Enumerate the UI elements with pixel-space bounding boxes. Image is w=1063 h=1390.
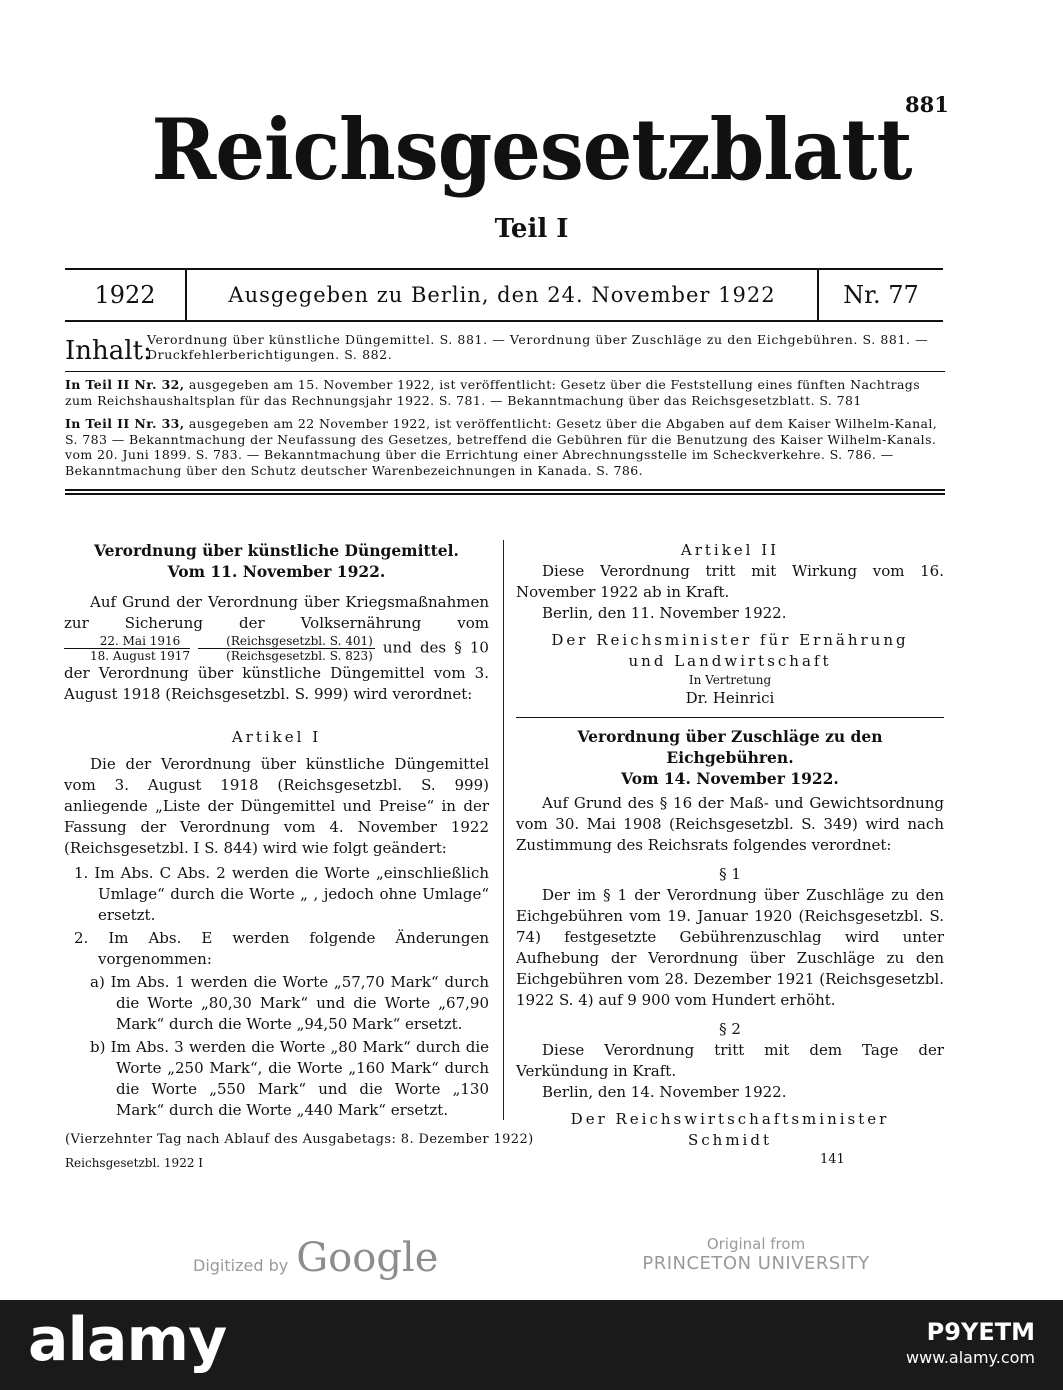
place-date-2: Berlin, den 14. November 1922. (542, 1083, 787, 1101)
notice-part2-nr32 (65, 377, 945, 408)
header-double-rule (65, 489, 945, 495)
issue-line: Ausgegeben zu Berlin, den 24. November 1922 (187, 270, 819, 320)
article-1-heading: Artikel I (231, 728, 322, 746)
signatory-2: Schmidt (688, 1131, 772, 1149)
alamy-logo: alamy (28, 1305, 227, 1375)
decree-2-date: Vom 14. November 1922. (621, 769, 839, 788)
article-1-item-2a: a) Im Abs. 1 werden die Worte „57,70 Mark“ durch die Worte „80,30 Mark“ und die Worte „67,90 Mark“ durch die Worte „94,50 Mark“ ersetzt. (90, 973, 489, 1033)
issue-box (65, 268, 943, 322)
decree-date: Vom 11. November 1922. (167, 562, 386, 581)
minister-1-line-a: Der Reichsminister für Ernährung (551, 631, 909, 649)
section-1-heading: § 1 (719, 865, 741, 883)
google-logo: Google (296, 1235, 439, 1281)
fraction-denominator: 18. August 1917 (90, 649, 191, 663)
masthead-title: Reichsgesetzblatt (151, 101, 912, 200)
original-label: Original from (706, 1235, 806, 1253)
watermark-info (906, 1318, 1035, 1367)
footnote: (Vierzehnter Tag nach Ablauf des Ausgabetags: 8. Dezember 1922) (65, 1132, 534, 1147)
section-1-text: Der im § 1 der Verordnung über Zuschläge zu den Eichgebühren vom 19. Januar 1920 (Reichsgesetzbl. S. 74) festgesetzte Gebührenzuschlag wird unter Aufhebung der Verordnung über Zuschläge zu den Eichgebühren vom 28. Dezember 1921 (Reichsgesetzbl. 1922 S. 4) auf 9 900 vom Hundert erhöht. (516, 886, 944, 1009)
contents-block (65, 332, 945, 366)
image-id: P9YETM (926, 1318, 1035, 1346)
article-1-item-2b: b) Im Abs. 3 werden die Worte „80 Mark“ durch die Worte „250 Mark“, die Worte „160 Mark“ durch die Worte „550 Mark“ und die Worte „130 Mark“ durch die Worte „440 Mark“ ersetzt. (90, 1038, 489, 1119)
article-2-heading: Artikel II (680, 541, 780, 559)
notice-text: ausgegeben am 15. November 1922, ist veröffentlicht: Gesetz über die Feststellung eines fünften Nachtrags zum Reichshaushaltsplan für das Rechnungsjahr 1922. S. 781. — Bekanntmachung über das Reichsgesetzblatt. S. 781 (65, 377, 921, 408)
right-column (516, 540, 944, 1151)
digitized-by-mark (193, 1235, 438, 1281)
minister-2: Der Reichswirtschaftsminister (570, 1110, 890, 1128)
masthead-part: Teil I (494, 214, 569, 244)
section-rule (516, 717, 944, 718)
decree-intro-b: und des § 10 der Verordnung über künstliche Düngemittel vom 3. August 1918 (Reichsgesetzbl. S. 999) wird verordnet: (64, 638, 489, 703)
decree-intro-a: Auf Grund der Verordnung über Kriegsmaßnahmen zur Sicherung der Volksernährung vom (64, 593, 489, 632)
ref-denominator: (Reichsgesetzbl. S. 823) (226, 649, 373, 663)
notice-lead: In Teil II Nr. 32, (65, 377, 185, 392)
decree-2-intro: Auf Grund des § 16 der Maß- und Gewichtsordnung vom 30. Mai 1908 (Reichsgesetzbl. S. 349) wird nach Zustimmung des Reichsrats folgendes verordnet: (516, 794, 944, 854)
ref-numerator: (Reichsgesetzbl. S. 401) (198, 634, 375, 649)
notice-lead: In Teil II Nr. 33, (65, 416, 185, 431)
site-url: www.alamy.com (906, 1348, 1035, 1367)
issue-number: Nr. 77 (843, 281, 919, 309)
decree-ref-fraction (198, 634, 375, 663)
notice-part2-nr33 (65, 416, 945, 478)
notice-text: ausgegeben am 22 November 1922, ist veröffentlicht: Gesetz über die Abgaben auf dem Kaiser Wilhelm-Kanal, S. 783 — Bekanntmachung der Neufassung des Gesetzes, betreffend die Gebühren für die Benutzung des Kaiser Wilhelm-Kanals. vom 20. Juni 1899. S. 783. — Bekanntmachung über die Errichtung einer Abrechnungsstelle im Scheckverkehre. S. 786. — Bekanntmachung über den Schutz deutscher Warenbezeichnungen in Kanada. S. 786. (65, 416, 938, 478)
sheet-number: 141 (820, 1152, 845, 1167)
digitized-label: Digitized by (193, 1256, 289, 1275)
article-1-item-1: 1. Im Abs. C Abs. 2 werden die Worte „einschließlich Umlage“ durch die Worte „ , jedoch ohne Umlage“ ersetzt. (74, 864, 489, 924)
column-divider (503, 540, 504, 1120)
original-university: PRINCETON UNIVERSITY (642, 1253, 870, 1274)
original-from-mark (630, 1235, 882, 1274)
issue-year: 1922 (65, 270, 187, 320)
decree-intro (64, 592, 489, 705)
contents-rule (65, 371, 945, 372)
fraction-numerator: 22. Mai 1916 (64, 634, 190, 649)
decree-2-title: Verordnung über Zuschläge zu den Eichgebühren. (577, 727, 883, 767)
article-2-text: Diese Verordnung tritt mit Wirkung vom 16. November 1922 ab in Kraft. (516, 562, 944, 601)
contents-label: Inhalt: (65, 336, 152, 366)
deputy-label: In Vertretung (688, 673, 772, 687)
section-2-text: Diese Verordnung tritt mit dem Tage der Verkündung in Kraft. (516, 1041, 944, 1080)
footer-gesetzbl: Reichsgesetzbl. 1922 I (65, 1156, 204, 1170)
place-date-1: Berlin, den 11. November 1922. (542, 604, 787, 622)
article-1-text: Die der Verordnung über künstliche Düngemittel vom 3. August 1918 (Reichsgesetzbl. S. 999) anliegende „Liste der Düngemittel und Preise“ in der Fassung der Verordnung vom 4. November 1922 (Reichsgesetzbl. I S. 844) wird wie folgt geändert: (64, 755, 489, 857)
minister-1-line-b: und Landwirtschaft (628, 652, 832, 670)
decree-date-fraction (64, 634, 190, 663)
left-column (64, 540, 489, 1121)
signatory-1: Dr. Heinrici (685, 689, 775, 707)
section-2-heading: § 2 (719, 1020, 741, 1038)
article-1-item-2: 2. Im Abs. E werden folgende Änderungen vorgenommen: (74, 929, 489, 968)
decree-title: Verordnung über künstliche Düngemittel. (94, 541, 459, 560)
contents-text: Verordnung über künstliche Düngemittel. S. 881. — Verordnung über Zuschläge zu den Eichgebühren. S. 881. — Druckfehlerberichtigungen. S. 882. (147, 332, 929, 362)
page-number: 881 (905, 92, 949, 117)
